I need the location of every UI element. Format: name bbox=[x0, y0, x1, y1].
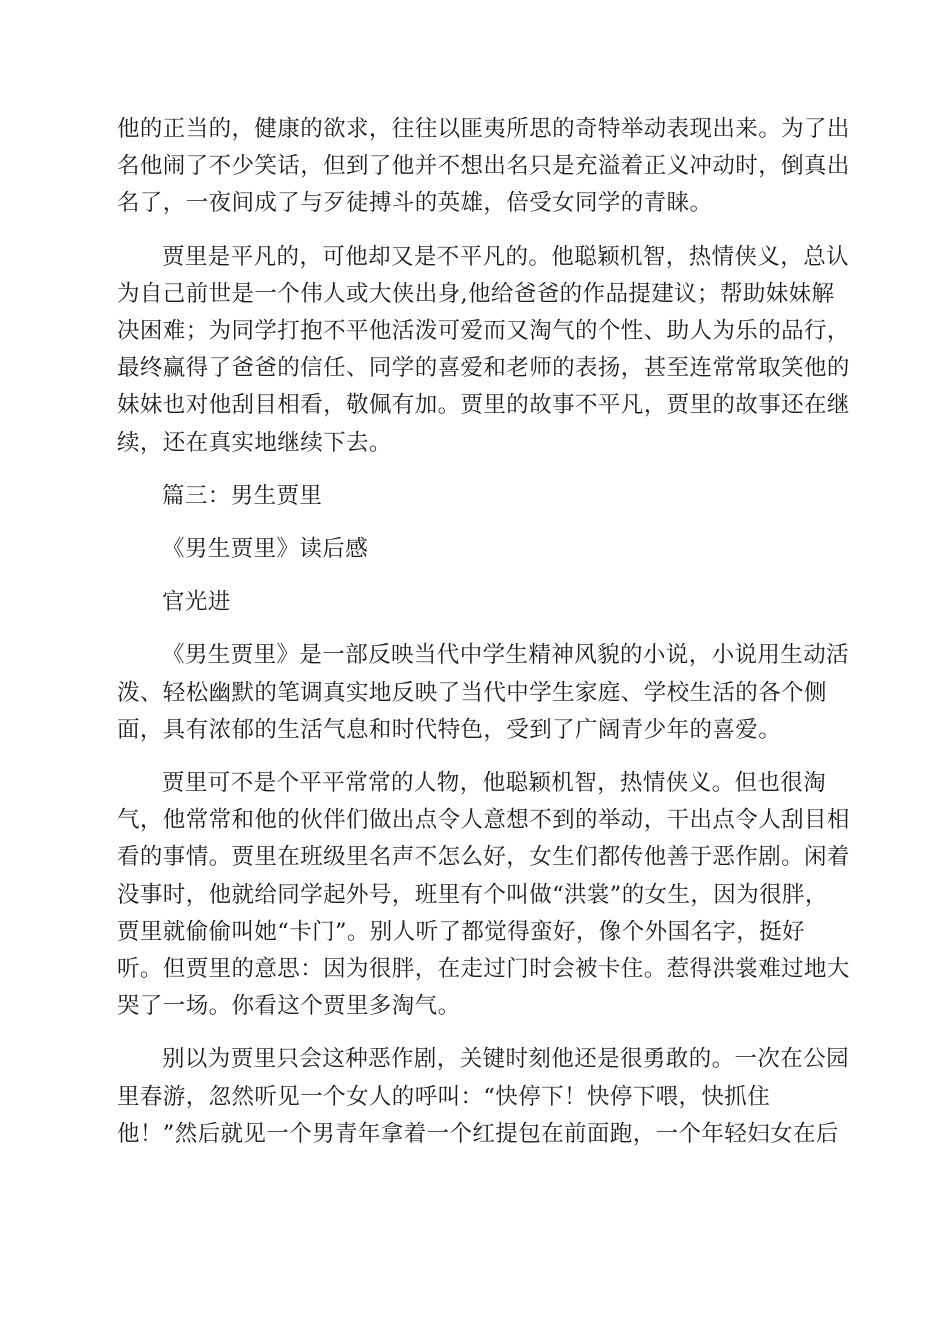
text-line: 里春游，忽然听见一个女人的呼叫：“快停下！快停下喂，快抓住 bbox=[117, 1083, 771, 1110]
text-line: 为自己前世是一个伟人或大侠出身,他给爸爸的作品提建议；帮助妹妹解 bbox=[117, 280, 835, 307]
paragraph bbox=[117, 111, 850, 223]
text-line: 别以为贾里只会这种恶作剧，关键时刻他还是很勇敢的。一次在公园 bbox=[162, 1046, 850, 1073]
text-line: 《男生贾里》是一部反映当代中学生精神风貌的小说，小说用生动活 bbox=[162, 642, 850, 669]
text-line: 决困难；为同学打抱不平他活泼可爱而又淘气的个性、助人为乐的品行， bbox=[117, 318, 850, 345]
text-line: 哭了一场。你看这个贾里多淘气。 bbox=[117, 993, 461, 1020]
text-line: 名了，一夜间成了与歹徒搏斗的英雄，倍受女同学的青睐。 bbox=[117, 190, 713, 217]
text-line: 气，他常常和他的伙伴们做出点令人意想不到的举动，干出点令人刮目相 bbox=[117, 807, 850, 834]
paragraph bbox=[117, 765, 850, 1025]
paragraph bbox=[117, 239, 850, 462]
author-name bbox=[117, 584, 833, 621]
text-line: 篇三：男生贾里 bbox=[162, 482, 323, 509]
text-line: 看的事情。贾里在班级里名声不怎么好，女生们都传他善于恶作剧。闲着 bbox=[117, 844, 850, 871]
text-line: 贾里就偷偷叫她“卡门”。别人听了都觉得蛮好，像个外国名字，挺好 bbox=[117, 918, 805, 945]
text-line: 最终赢得了爸爸的信任、同学的喜爱和老师的表扬，甚至连常常取笑他的 bbox=[117, 355, 850, 382]
paragraph bbox=[117, 1041, 850, 1153]
text-line: 贾里可不是个平平常常的人物，他聪颖机智，热情侠义。但也很淘 bbox=[162, 770, 827, 797]
text-line: 面，具有浓郁的生活气息和时代特色，受到了广阔青少年的喜爱。 bbox=[117, 716, 782, 743]
text-line: 妹妹也对他刮目相看，敬佩有加。贾里的故事不平凡，贾里的故事还在继 bbox=[117, 392, 850, 419]
text-line: 贾里是平凡的，可他却又是不平凡的。他聪颖机智，热情侠义，总认 bbox=[162, 243, 850, 270]
document-body bbox=[117, 111, 850, 1169]
text-line: 《男生贾里》读后感 bbox=[162, 536, 369, 563]
text-line: 听。但贾里的意思：因为很胖，在走过门时会被卡住。惹得洪裳难过地大 bbox=[117, 956, 850, 983]
text-line: 他的正当的，健康的欲求，往往以匪夷所思的奇特举动表现出来。为了出 bbox=[117, 116, 850, 142]
article-title bbox=[117, 531, 833, 568]
text-line: 他！”然后就见一个男青年拿着一个红提包在前面跑，一个年轻妇女在后 bbox=[117, 1120, 839, 1147]
text-line: 官光进 bbox=[162, 589, 231, 616]
text-line: 没事时，他就给同学起外号，班里有个叫做“洪裳”的女生，因为很胖， bbox=[117, 881, 828, 908]
paragraph bbox=[117, 637, 850, 749]
text-line: 泼、轻松幽默的笔调真实地反映了当代中学生家庭、学校生活的各个侧 bbox=[117, 679, 827, 706]
section-heading bbox=[117, 478, 833, 515]
text-line: 续，还在真实地继续下去。 bbox=[117, 429, 392, 456]
text-line: 名他闹了不少笑话，但到了他并不想出名只是充溢着正义冲动时，倒真出 bbox=[117, 153, 850, 180]
